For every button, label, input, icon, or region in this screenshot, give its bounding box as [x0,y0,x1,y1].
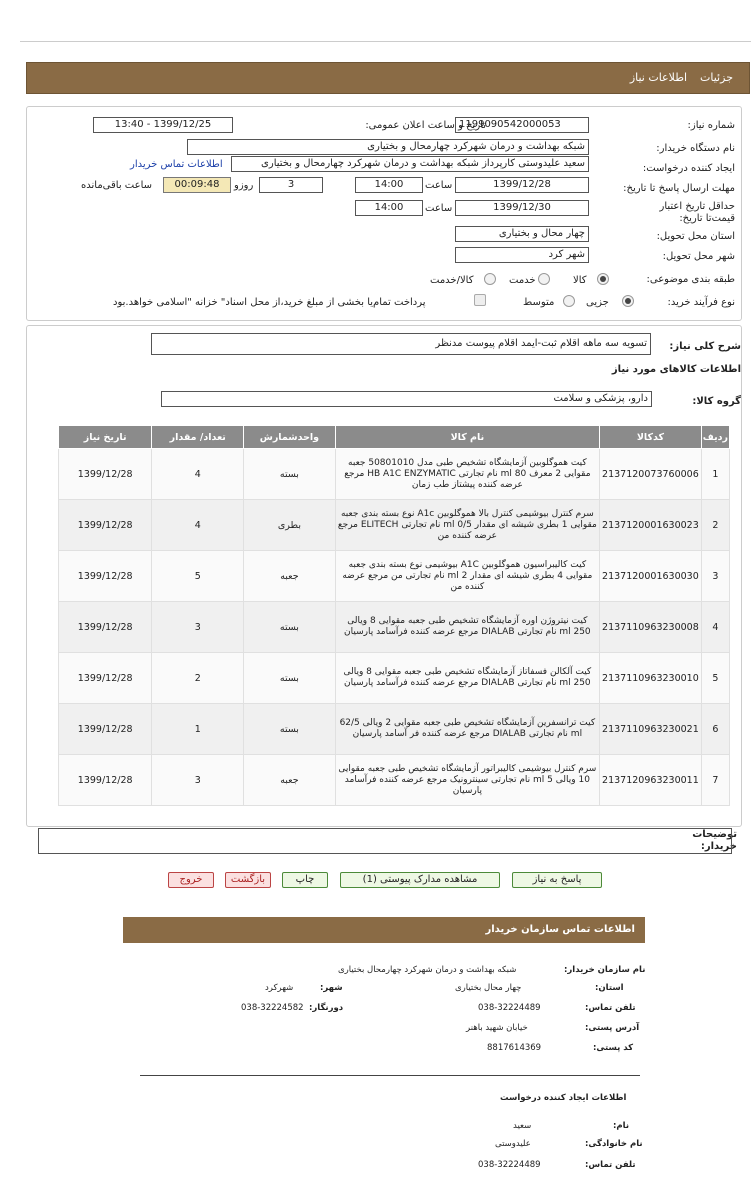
goods-group-field: دارو، پزشکی و سلامت [161,391,652,407]
table-row [59,704,730,755]
contact-province-value: چهار محال بختیاری [455,983,522,993]
row-date: 1399/12/28 [59,602,152,653]
row-unit: بسته [244,704,336,755]
process-label: نوع فرآیند خرید: [667,297,735,308]
creator-name-label: نام: [613,1121,630,1131]
col-index: ردیف [701,426,729,449]
reply-button[interactable]: پاسخ به نیاز [512,872,602,888]
row-unit: بسته [244,653,336,704]
need-number-label: شماره نیاز: [687,120,735,131]
process-partial-label: جزیی [586,297,609,308]
table-row [59,500,730,551]
contact-address-value: خیابان شهید باهنر [466,1023,528,1033]
announce-field: 1399/12/25 - 13:40 [93,117,233,133]
top-divider [20,41,751,42]
category-both-label: کالا/خدمت [430,275,474,286]
row-date: 1399/12/28 [59,653,152,704]
row-qty: 5 [152,551,244,602]
need-number-field: 1199090542000053 [455,117,589,133]
province-label: استان محل تحویل: [656,231,735,242]
row-name: کیت هموگلوبین آزمایشگاه تشخیص طبی مدل 50801010 جعبه مقوایی 2 معرف 80 ml نام تجارتی HB A1C ENZYMATIC مرجع عرضه کننده پیشتاز طب زمان [335,449,599,500]
col-unit: واحدشمارش [244,426,336,449]
days-field: 3 [259,177,323,193]
deadline-date-field: 1399/12/28 [455,177,589,193]
row-code: 2137120963230011 [600,755,702,806]
row-code: 2137120001630023 [600,500,702,551]
row-index: 1 [701,449,729,500]
buyer-org-field: شبکه بهداشت و درمان شهرکرد چهارمحال و بختیاری [187,139,589,155]
contact-org-label: نام سازمان خریدار: [564,965,646,975]
table-row [59,653,730,704]
deadline-time-label: ساعت [425,180,453,191]
row-unit: بطری [244,500,336,551]
deadline-label: مهلت ارسال پاسخ تا تاریخ: [623,183,735,194]
tab-need-info[interactable]: اطلاعات نیاز [629,71,687,84]
goods-table [58,425,730,806]
row-code: 2137120001630030 [600,551,702,602]
row-name: کیت ترانسفرین آزمایشگاه تشخیص طبی جعبه مقوایی 2 ویالی 62/5 ml نام تجارتی DIALAB مرجع عرضه کننده فر آسامد پارسیان [335,704,599,755]
table-row [59,449,730,500]
row-index: 5 [701,653,729,704]
days-label: روزو [234,180,254,191]
table-header-row [59,426,730,449]
contact-info-link[interactable]: اطلاعات تماس خریدار [130,159,223,170]
creator-phone-label: تلفن تماس: [585,1160,636,1170]
creator-field: سعید علیدوستی کارپرداز شبکه بهداشت و درمان شهرکرد چهارمحال و بختیاری [231,156,589,172]
creator-section-title: اطلاعات ایجاد کننده درخواست [500,1093,627,1103]
buyer-org-label: نام دستگاه خریدار: [656,143,735,154]
row-date: 1399/12/28 [59,449,152,500]
row-date: 1399/12/28 [59,755,152,806]
creator-name-value: سعید [513,1121,532,1131]
row-qty: 4 [152,500,244,551]
process-partial-radio[interactable] [622,295,634,307]
row-code: 2137110963230008 [600,602,702,653]
contact-fax-label: دورنگار: [309,1003,344,1013]
goods-group-label: گروه کالا: [692,396,741,407]
row-qty: 3 [152,755,244,806]
goods-info-heading: اطلاعات کالاهای مورد نیاز [611,364,741,375]
contact-phone-label: تلفن تماس: [585,1003,636,1013]
row-unit: بسته [244,602,336,653]
row-index: 3 [701,551,729,602]
row-name: کیت کالیبراسیون هموگلوبین A1C بیوشیمی نوع بسته بندی جعبه مقوایی 4 بطری شیشه ای مقدار 2 ml نام تجارتی من مرجع عرضه کننده من [335,551,599,602]
contact-postal-label: کد پستی: [593,1043,634,1053]
category-service-radio[interactable] [538,273,550,285]
remaining-timer: 00:09:48 [163,177,231,193]
province-field: چهار محال و بختیاری [455,226,589,242]
buyer-notes-field [38,828,732,854]
creator-label: ایجاد کننده درخواست: [642,163,735,174]
contact-section-header [123,917,645,943]
row-name: سرم کنترل بیوشیمی کالیبراتور آزمایشگاه تشخیص طبی جعبه مقوایی 10 ویالی 5 ml نام تجارتی سینترونیک مرجع عرضه کننده فرآسامد پارسیان [335,755,599,806]
contact-city-value: شهرکرد [265,983,294,993]
category-both-radio[interactable] [484,273,496,285]
contact-fax-value: 038-32224582 [241,1003,304,1013]
row-index: 2 [701,500,729,551]
row-qty: 1 [152,704,244,755]
row-qty: 3 [152,602,244,653]
col-date: تاریخ نیاز [59,426,152,449]
row-index: 6 [701,704,729,755]
deadline-time-field: 14:00 [355,177,423,193]
back-button[interactable]: بازگشت [225,872,271,888]
row-date: 1399/12/28 [59,704,152,755]
min-validity-label: حداقل تاریخ اعتبار قیمت‌تا تاریخ: [659,201,735,224]
row-date: 1399/12/28 [59,500,152,551]
row-name: کیت آلکالن فسفاتاز آزمایشگاه تشخیص طبی جعبه مقوایی 8 ویالی 250 ml نام تجارتی DIALAB مرجع عرضه کننده فرآسامد پارسیان [335,653,599,704]
row-unit: بسته [244,449,336,500]
contact-phone-value: 038-32224489 [478,1003,541,1013]
row-unit: جعبه [244,755,336,806]
process-medium-label: متوسط [523,297,555,308]
col-qty: تعداد/ مقدار [152,426,244,449]
table-row [59,551,730,602]
row-name: کیت نیتروژن اوره آزمایشگاه تشخیص طبی جعبه مقوایی 8 ویالی 250 ml نام تجارتی DIALAB مرجع عرضه کننده فرآسامد پارسیان [335,602,599,653]
contact-address-label: آدرس پستی: [585,1023,640,1033]
creator-family-value: علیدوستی [495,1139,531,1149]
category-goods-radio[interactable] [597,273,609,285]
contact-section-title: اطلاعات تماس سازمان خریدار [485,924,635,935]
contact-divider [140,1075,640,1076]
validity-time-label: ساعت [425,203,453,214]
table-row [59,602,730,653]
city-label: شهر محل تحویل: [662,251,735,262]
col-name: نام کالا [335,426,599,449]
contact-province-label: استان: [595,983,624,993]
attachments-button[interactable]: مشاهده مدارک پیوستی (1) [340,872,500,888]
row-code: 2137110963230021 [600,704,702,755]
row-index: 7 [701,755,729,806]
contact-city-label: شهر: [320,983,343,993]
city-field: شهر کرد [455,247,589,263]
exit-button[interactable]: خروج [168,872,214,888]
print-button[interactable]: چاپ [282,872,328,888]
validity-time-field: 14:00 [355,200,423,216]
row-date: 1399/12/28 [59,551,152,602]
buyer-notes-label: توضیحات خریدار: [692,829,737,852]
process-medium-radio[interactable] [563,295,575,307]
row-code: 2137110963230010 [600,653,702,704]
announce-label: تاریخ و ساعت اعلان عمومی: [365,120,486,131]
row-index: 4 [701,602,729,653]
contact-postal-value: 8817614369 [487,1043,542,1053]
creator-family-label: نام خانوادگی: [585,1139,643,1149]
treasury-payment-checkbox[interactable] [474,294,486,306]
row-qty: 2 [152,653,244,704]
category-label: طبقه بندی موضوعی: [646,274,735,285]
row-code: 2137120073760006 [600,449,702,500]
category-goods-label: کالا [573,275,587,286]
col-code: کدکالا [600,426,702,449]
row-qty: 4 [152,449,244,500]
treasury-payment-note: پرداخت تمام‌یا بخشی از مبلغ خرید،از محل اسناد" خزانه "اسلامی خواهد.بود [113,297,426,308]
row-name: سرم کنترل بیوشیمی کنترل بالا هموگلوبین A1c نوع بسته بندی جعبه مقوایی 1 بطری شیشه ای مقدار 0/5 ml نام تجارتی ELITECH مرجع عرضه کننده من [335,500,599,551]
summary-label: شرح کلی نیاز: [669,341,741,352]
creator-phone-value: 038-32224489 [478,1160,541,1170]
validity-date-field: 1399/12/30 [455,200,589,216]
category-service-label: خدمت [509,275,536,286]
contact-org-value: شبکه بهداشت و درمان شهرکرد چهارمحال بختیاری [338,965,517,975]
header-tab-bar [26,62,750,94]
row-unit: جعبه [244,551,336,602]
summary-field: تسویه سه ماهه اقلام ثبت-ایمد اقلام پیوست مدنظر [151,333,651,355]
remaining-label: ساعت باقی‌مانده [81,180,153,191]
table-row [59,755,730,806]
tab-details[interactable]: جزئیات [700,71,733,84]
